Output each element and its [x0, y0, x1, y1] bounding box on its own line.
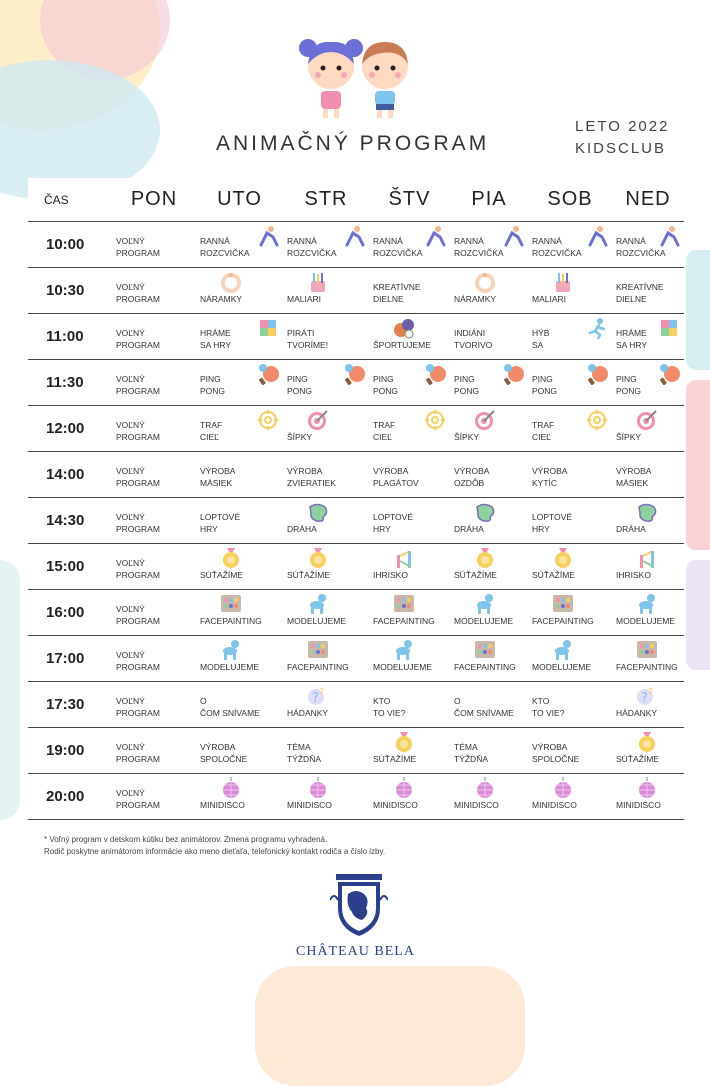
- activity-label: LOPTOVÉ HRY: [532, 512, 572, 534]
- activity-cell: [612, 682, 684, 728]
- activity-cell: [369, 222, 450, 268]
- activity-label: VOĽNÝ PROGRAM: [116, 466, 160, 488]
- palette-icon: [220, 593, 242, 615]
- activity-cell: [528, 314, 612, 360]
- activity-label: PING PONG: [287, 374, 313, 396]
- time-cell: 10:30: [28, 268, 112, 314]
- activity-label: VOĽNÝ PROGRAM: [116, 282, 160, 304]
- activity-label: RANNÁ ROZCVIČKA: [454, 236, 504, 258]
- time-cell: 17:30: [28, 682, 112, 728]
- activity-label: MINIDISCO: [200, 800, 245, 810]
- activity-cell: [369, 406, 450, 452]
- activity-cell: [612, 498, 684, 544]
- activity-label: RANNÁ ROZCVIČKA: [287, 236, 337, 258]
- activity-label: ŠPORTUJEME: [373, 340, 431, 350]
- ping-pong-icon: [502, 363, 524, 385]
- activity-cell: [196, 452, 283, 498]
- disco-ball-icon: [474, 777, 496, 799]
- activity-cell: [369, 544, 450, 590]
- track-icon: [474, 501, 496, 523]
- activity-label: FACEPAINTING: [616, 662, 678, 672]
- activity-cell: [528, 544, 612, 590]
- activity-label: RANNÁ ROZCVIČKA: [532, 236, 582, 258]
- activity-cell: [528, 268, 612, 314]
- page-title: ANIMAČNÝ PROGRAM: [216, 132, 490, 155]
- crosshair-icon: [586, 409, 608, 431]
- paint-cup-icon: [307, 271, 329, 293]
- activity-cell: [112, 268, 196, 314]
- activity-label: KTO TO VIE?: [532, 696, 565, 718]
- activity-label: MODELUJEME: [532, 662, 592, 672]
- activity-cell: [112, 498, 196, 544]
- activity-label: MINIDISCO: [532, 800, 577, 810]
- activity-label: KREATÍVNE DIELNE: [616, 282, 664, 304]
- track-icon: [636, 501, 658, 523]
- activity-label: ŠÍPKY: [454, 432, 480, 442]
- activity-cell: [369, 498, 450, 544]
- activity-cell: [196, 268, 283, 314]
- activity-cell: [528, 728, 612, 774]
- activity-label: FACEPAINTING: [373, 616, 435, 626]
- activity-label: MINIDISCO: [287, 800, 332, 810]
- time-cell: 19:00: [28, 728, 112, 774]
- activity-label: HÝB SA: [532, 328, 550, 350]
- activity-cell: [196, 222, 283, 268]
- activity-cell: [112, 590, 196, 636]
- activity-label: FACEPAINTING: [454, 662, 516, 672]
- activity-cell: [528, 222, 612, 268]
- activity-cell: [369, 774, 450, 820]
- season-year: LETO 2022: [575, 118, 670, 135]
- activity-label: MALIARI: [287, 294, 322, 304]
- activity-cell: [528, 682, 612, 728]
- table-row: [28, 498, 684, 544]
- activity-cell: [369, 590, 450, 636]
- activity-cell: [450, 544, 528, 590]
- activity-label: PING PONG: [454, 374, 480, 396]
- activity-label: VOĽNÝ PROGRAM: [116, 558, 160, 580]
- dartboard-icon: [307, 409, 329, 431]
- activity-cell: [450, 268, 528, 314]
- activity-cell: [612, 268, 684, 314]
- activity-cell: [450, 498, 528, 544]
- table-header-row: [28, 178, 684, 222]
- activity-cell: [450, 682, 528, 728]
- activity-label: VÝROBA PLAGÁTOV: [373, 466, 419, 488]
- activity-label: VOĽNÝ PROGRAM: [116, 696, 160, 718]
- activity-label: SÚŤAŽÍME: [616, 754, 659, 764]
- yoga-icon: [424, 225, 446, 247]
- activity-cell: [196, 314, 283, 360]
- activity-label: VOĽNÝ PROGRAM: [116, 236, 160, 258]
- column-header: ČAS: [28, 178, 112, 222]
- activity-label: HÁDANKY: [287, 708, 329, 718]
- activity-label: FACEPAINTING: [287, 662, 349, 672]
- svg-text:?: ?: [648, 687, 654, 698]
- activity-label: MODELUJEME: [373, 662, 433, 672]
- activity-label: SÚŤAŽÍME: [532, 570, 575, 580]
- activity-cell: [528, 360, 612, 406]
- disco-ball-icon: [307, 777, 329, 799]
- activity-cell: [450, 728, 528, 774]
- kids-illustration-icon: [296, 36, 420, 120]
- time-cell: 12:00: [28, 406, 112, 452]
- paint-cup-icon: [552, 271, 574, 293]
- column-header: PIA: [450, 178, 528, 222]
- activity-cell: [283, 406, 369, 452]
- activity-cell: [450, 360, 528, 406]
- activity-label: HRÁME SA HRY: [616, 328, 648, 350]
- balloon-dog-icon: [474, 593, 496, 615]
- svg-text:?: ?: [319, 687, 325, 698]
- time-cell: 11:00: [28, 314, 112, 360]
- activity-label: VOĽNÝ PROGRAM: [116, 374, 160, 396]
- playground-icon: [636, 547, 658, 569]
- activity-label: SÚŤAŽÍME: [287, 570, 330, 580]
- activity-label: TÉMA TÝŽDŇA: [287, 742, 321, 764]
- activity-label: PING PONG: [532, 374, 558, 396]
- activity-cell: [369, 728, 450, 774]
- activity-label: VOĽNÝ PROGRAM: [116, 742, 160, 764]
- activity-cell: [612, 636, 684, 682]
- svg-text:?: ?: [641, 691, 648, 706]
- balloon-dog-icon: [552, 639, 574, 661]
- activity-cell: [112, 544, 196, 590]
- puzzle-icon: [257, 317, 279, 339]
- yoga-icon: [586, 225, 608, 247]
- activity-label: O ČOM SNÍVAME: [200, 696, 260, 718]
- time-cell: 14:00: [28, 452, 112, 498]
- time-cell: 10:00: [28, 222, 112, 268]
- disco-ball-icon: [393, 777, 415, 799]
- activity-cell: [528, 636, 612, 682]
- activity-label: MINIDISCO: [616, 800, 661, 810]
- yoga-icon: [502, 225, 524, 247]
- activity-label: NÁRAMKY: [200, 294, 243, 304]
- activity-cell: [369, 452, 450, 498]
- activity-label: TRAF CIEĽ: [532, 420, 555, 442]
- activity-cell: [612, 774, 684, 820]
- activity-cell: [283, 590, 369, 636]
- activity-cell: [612, 360, 684, 406]
- dartboard-icon: [474, 409, 496, 431]
- activity-cell: [612, 544, 684, 590]
- activity-label: SÚŤAŽÍME: [200, 570, 243, 580]
- activity-cell: [196, 360, 283, 406]
- medal-icon: [636, 731, 658, 753]
- activity-cell: [528, 452, 612, 498]
- column-header: PON: [112, 178, 196, 222]
- activity-cell: [450, 636, 528, 682]
- activity-label: SÚŤAŽÍME: [373, 754, 416, 764]
- balloon-dog-icon: [307, 593, 329, 615]
- activity-label: MODELUJEME: [454, 616, 514, 626]
- schedule-table: [28, 178, 684, 820]
- activity-label: INDIÁNI TVORIVO: [454, 328, 493, 350]
- bracelet-icon: [474, 271, 496, 293]
- bg-blob-right-pink: [686, 380, 710, 550]
- activity-cell: [196, 682, 283, 728]
- activity-cell: [112, 682, 196, 728]
- activity-cell: [112, 360, 196, 406]
- palette-icon: [552, 593, 574, 615]
- activity-cell: [612, 590, 684, 636]
- table-row: [28, 590, 684, 636]
- activity-cell: [450, 590, 528, 636]
- chateau-crest-icon: [330, 870, 388, 940]
- activity-label: O ČOM SNÍVAME: [454, 696, 514, 718]
- bg-blob-mint-left: [0, 560, 20, 820]
- activity-cell: [283, 268, 369, 314]
- activity-cell: [528, 590, 612, 636]
- footnote-line: * Voľný program v detskom kútiku bez animátorov. Zmena programu vyhradená.: [44, 835, 328, 844]
- activity-cell: [283, 452, 369, 498]
- activity-cell: [283, 636, 369, 682]
- activity-label: NÁRAMKY: [454, 294, 497, 304]
- palette-icon: [636, 639, 658, 661]
- activity-label: PING PONG: [616, 374, 642, 396]
- activity-cell: [283, 774, 369, 820]
- yoga-icon: [658, 225, 680, 247]
- activity-cell: [612, 452, 684, 498]
- season-label: [575, 116, 669, 160]
- disco-ball-icon: [636, 777, 658, 799]
- footnote-line: Rodič poskytne animátorom informácie ako meno dieťaťa, telefonický kontakt rodiča a číslo izby.: [44, 847, 386, 856]
- activity-label: VÝROBA OZDÔB: [454, 466, 490, 488]
- activity-cell: [450, 774, 528, 820]
- activity-label: IHRISKO: [373, 570, 408, 580]
- time-cell: 20:00: [28, 774, 112, 820]
- activity-label: VÝROBA MÁSIEK: [200, 466, 236, 488]
- ping-pong-icon: [424, 363, 446, 385]
- activity-label: MODELUJEME: [616, 616, 676, 626]
- activity-cell: [283, 222, 369, 268]
- palette-icon: [393, 593, 415, 615]
- table-row: [28, 406, 684, 452]
- activity-cell: [369, 314, 450, 360]
- activity-label: KTO TO VIE?: [373, 696, 406, 718]
- disco-ball-icon: [220, 777, 242, 799]
- activity-cell: [112, 452, 196, 498]
- runner-icon: [586, 317, 608, 339]
- table-row: [28, 452, 684, 498]
- activity-cell: [450, 406, 528, 452]
- activity-label: FACEPAINTING: [200, 616, 262, 626]
- activity-label: DRÁHA: [287, 524, 317, 534]
- activity-cell: [369, 268, 450, 314]
- activity-label: TÉMA TÝŽDŇA: [454, 742, 488, 764]
- table-row: [28, 728, 684, 774]
- balls-icon: [393, 317, 415, 339]
- activity-cell: [112, 728, 196, 774]
- question-icon: [307, 685, 329, 707]
- table-row: [28, 268, 684, 314]
- medal-icon: [393, 731, 415, 753]
- bg-blob-right-blue: [686, 250, 710, 370]
- medal-icon: [307, 547, 329, 569]
- bg-blob-right-lilac: [686, 560, 710, 670]
- activity-label: VÝROBA SPOLOČNE: [200, 742, 248, 764]
- activity-label: TRAF CIEĽ: [373, 420, 396, 442]
- activity-label: RANNÁ ROZCVIČKA: [373, 236, 423, 258]
- activity-cell: [196, 590, 283, 636]
- activity-label: FACEPAINTING: [532, 616, 594, 626]
- activity-cell: [612, 222, 684, 268]
- activity-cell: [450, 222, 528, 268]
- time-cell: 16:00: [28, 590, 112, 636]
- time-cell: 11:30: [28, 360, 112, 406]
- medal-icon: [474, 547, 496, 569]
- activity-label: LOPTOVÉ HRY: [373, 512, 413, 534]
- activity-cell: [283, 498, 369, 544]
- dartboard-icon: [636, 409, 658, 431]
- activity-label: KREATÍVNE DIELNE: [373, 282, 421, 304]
- column-header: UTO: [196, 178, 283, 222]
- activity-label: VÝROBA MÁSIEK: [616, 466, 652, 488]
- activity-cell: [369, 636, 450, 682]
- bg-blob-bottom-peach: [255, 966, 525, 1086]
- balloon-dog-icon: [393, 639, 415, 661]
- svg-text:?: ?: [312, 691, 319, 706]
- activity-cell: [196, 728, 283, 774]
- medal-icon: [552, 547, 574, 569]
- column-header: SOB: [528, 178, 612, 222]
- activity-label: VÝROBA KYTÍC: [532, 466, 568, 488]
- activity-cell: [112, 636, 196, 682]
- balloon-dog-icon: [636, 593, 658, 615]
- activity-label: VOĽNÝ PROGRAM: [116, 420, 160, 442]
- activity-label: TRAF CIEĽ: [200, 420, 223, 442]
- activity-cell: [196, 498, 283, 544]
- table-row: [28, 682, 684, 728]
- activity-label: RANNÁ ROZCVIČKA: [616, 236, 666, 258]
- ping-pong-icon: [586, 363, 608, 385]
- activity-label: MODELUJEME: [287, 616, 347, 626]
- activity-label: VÝROBA ZVIERATIEK: [287, 466, 336, 488]
- column-header: ŠTV: [369, 178, 450, 222]
- activity-cell: [528, 774, 612, 820]
- activity-cell: [112, 314, 196, 360]
- schedule-body: [28, 222, 684, 820]
- balloon-dog-icon: [220, 639, 242, 661]
- activity-cell: [450, 452, 528, 498]
- activity-label: DRÁHA: [454, 524, 484, 534]
- activity-cell: [196, 636, 283, 682]
- activity-cell: [112, 774, 196, 820]
- activity-cell: [283, 314, 369, 360]
- brand-name: CHÂTEAU BELA: [296, 944, 415, 959]
- time-cell: 14:30: [28, 498, 112, 544]
- activity-label: PING PONG: [200, 374, 226, 396]
- question-icon: [636, 685, 658, 707]
- playground-icon: [393, 547, 415, 569]
- table-row: [28, 222, 684, 268]
- ping-pong-icon: [343, 363, 365, 385]
- activity-label: MINIDISCO: [454, 800, 499, 810]
- activity-cell: [283, 728, 369, 774]
- crosshair-icon: [257, 409, 279, 431]
- activity-cell: [196, 544, 283, 590]
- activity-label: DRÁHA: [616, 524, 646, 534]
- medal-icon: [220, 547, 242, 569]
- time-cell: 17:00: [28, 636, 112, 682]
- activity-label: VOĽNÝ PROGRAM: [116, 512, 160, 534]
- activity-cell: [196, 774, 283, 820]
- activity-label: ŠÍPKY: [287, 432, 313, 442]
- season-club: KIDSCLUB: [575, 140, 667, 157]
- activity-cell: [283, 544, 369, 590]
- footnote: [44, 834, 385, 858]
- disco-ball-icon: [552, 777, 574, 799]
- yoga-icon: [257, 225, 279, 247]
- track-icon: [307, 501, 329, 523]
- yoga-icon: [343, 225, 365, 247]
- palette-icon: [474, 639, 496, 661]
- activity-label: IHRISKO: [616, 570, 651, 580]
- activity-cell: [528, 498, 612, 544]
- activity-label: MODELUJEME: [200, 662, 260, 672]
- activity-cell: [369, 360, 450, 406]
- activity-cell: [196, 406, 283, 452]
- activity-label: VOĽNÝ PROGRAM: [116, 650, 160, 672]
- crosshair-icon: [424, 409, 446, 431]
- activity-label: HÁDANKY: [616, 708, 658, 718]
- activity-cell: [369, 682, 450, 728]
- activity-cell: [283, 682, 369, 728]
- activity-label: RANNÁ ROZCVIČKA: [200, 236, 250, 258]
- activity-cell: [283, 360, 369, 406]
- column-header: STR: [283, 178, 369, 222]
- activity-cell: [450, 314, 528, 360]
- bracelet-icon: [220, 271, 242, 293]
- activity-label: ŠÍPKY: [616, 432, 642, 442]
- table-row: [28, 314, 684, 360]
- activity-label: VOĽNÝ PROGRAM: [116, 328, 160, 350]
- activity-label: LOPTOVÉ HRY: [200, 512, 240, 534]
- activity-cell: [612, 314, 684, 360]
- column-header: NED: [612, 178, 684, 222]
- activity-label: VOĽNÝ PROGRAM: [116, 604, 160, 626]
- activity-label: MINIDISCO: [373, 800, 418, 810]
- table-row: [28, 636, 684, 682]
- activity-label: MALIARI: [532, 294, 567, 304]
- palette-icon: [307, 639, 329, 661]
- activity-cell: [612, 728, 684, 774]
- puzzle-icon: [658, 317, 680, 339]
- activity-cell: [528, 406, 612, 452]
- table-row: [28, 774, 684, 820]
- activity-cell: [112, 406, 196, 452]
- activity-label: HRÁME SA HRY: [200, 328, 232, 350]
- table-row: [28, 544, 684, 590]
- activity-label: SÚŤAŽÍME: [454, 570, 497, 580]
- schedule-card: [28, 178, 684, 818]
- table-row: [28, 360, 684, 406]
- activity-cell: [112, 222, 196, 268]
- activity-label: VÝROBA SPOLOČNE: [532, 742, 580, 764]
- activity-label: PIRÁTI TVORÍME!: [287, 328, 329, 350]
- activity-label: PING PONG: [373, 374, 399, 396]
- activity-cell: [612, 406, 684, 452]
- ping-pong-icon: [257, 363, 279, 385]
- time-cell: 15:00: [28, 544, 112, 590]
- activity-label: VOĽNÝ PROGRAM: [116, 788, 160, 810]
- ping-pong-icon: [658, 363, 680, 385]
